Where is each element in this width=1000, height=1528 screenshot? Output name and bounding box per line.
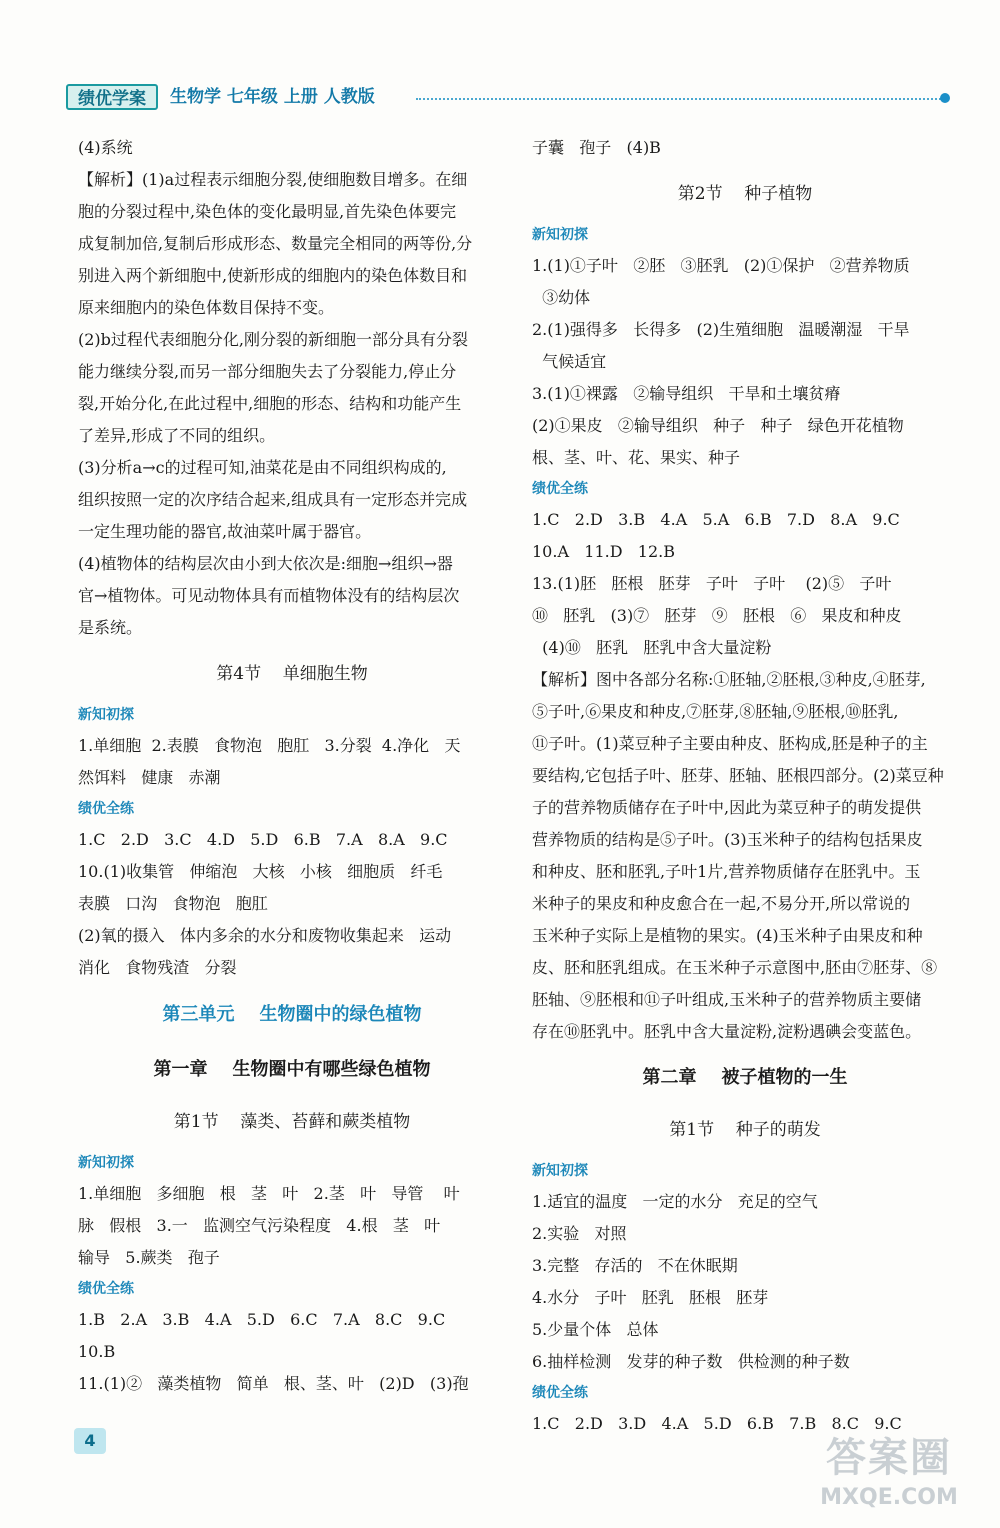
text-line: (2)①果皮 ②输导组织 种子 种子 绿色开花植物 [532,416,904,435]
section-tag: 新知初探 [532,227,588,243]
text-line: 子的营养物质储存在子叶中,因此为菜豆种子的萌发提供 [532,798,922,817]
text-line: 胚轴、⑨胚根和⑪子叶组成,玉米种子的营养物质主要储 [532,990,922,1009]
text-line: 一定生理功能的器官,故油菜叶属于器官。 [78,522,372,541]
text-line: 脉 假根 3.一 监测空气污染程度 4.根 茎 叶 [78,1216,441,1235]
text-line: 米种子的果皮和种皮愈合在一起,不易分开,所以常说的 [532,894,911,913]
section-tag: 新知初探 [78,707,134,723]
text-line: 6.抽样检测 发芽的种子数 供检测的种子数 [532,1352,850,1371]
text-line: 裂,开始分化,在此过程中,细胞的形态、结构和功能产生 [78,394,462,413]
text-line: 1.B 2.A 3.B 4.A 5.D 6.C 7.A 8.C 9.C [78,1310,446,1329]
text-line: (4)⑩ 胚乳 胚乳中含大量淀粉 [532,638,772,657]
text-line: 3.完整 存活的 不在休眠期 [532,1256,738,1275]
section-tag: 新知初探 [78,1155,134,1171]
text-line: 和种皮、胚和胚乳,子叶1片,营养物质储存在胚乳中。玉 [532,862,921,881]
text-line: 2.实验 对照 [532,1224,627,1243]
text-line: 输导 5.蕨类 孢子 [78,1248,220,1267]
header-dotted-rule [416,98,944,100]
brand-logo: 绩优学案 [66,84,158,110]
section-title: 第1节 种子的萌发 [669,1120,821,1140]
section-tag: 新知初探 [532,1163,588,1179]
text-line: 要结构,它包括子叶、胚芽、胚轴、胚根四部分。(2)菜豆种 [532,766,944,785]
text-line: 13.(1)胚 胚根 胚芽 子叶 子叶 (2)⑤ 子叶 [532,574,892,593]
text-line: 玉米种子实际上是植物的果实。(4)玉米种子由果皮和种 [532,926,923,945]
section-tag: 绩优全练 [78,801,134,817]
text-line: 【解析】图中各部分名称:①胚轴,②胚根,③种皮,④胚芽, [532,670,926,689]
text-line: 10.B [78,1342,116,1361]
text-line: 原来细胞内的染色体数目保持不变。 [78,298,335,317]
section-tag: 绩优全练 [532,1385,588,1401]
unit-title: 第三单元 生物圈中的绿色植物 [162,1004,422,1025]
text-line: 1.单细胞 2.表膜 食物泡 胞肛 3.分裂 4.净化 天 [78,736,461,755]
text-line: 组织按照一定的次序结合起来,组成具有一定形态并完成 [78,490,468,509]
text-line: 别进入两个新细胞中,使新形成的细胞内的染色体数目和 [78,266,468,285]
watermark [814,1432,964,1522]
chapter-title: 第二章 被子植物的一生 [642,1067,848,1088]
header-dot [940,93,950,103]
section-title: 第2节 种子植物 [677,184,813,204]
text-line: ③幼体 [532,288,591,307]
text-line: 营养物质的结构是⑤子叶。(3)玉米种子的结构包括果皮 [532,830,923,849]
text-line: 存在⑩胚乳中。胚乳中含大量淀粉,淀粉遇碘会变蓝色。 [532,1022,922,1041]
text-line: (4)植物体的结构层次由小到大依次是:细胞→组织→器 [78,554,453,573]
text-line: 1.C 2.D 3.D 4.A 5.D 6.B 7.B 8.C 9.C [532,1414,902,1433]
text-line: 然饵料 健康 赤潮 [78,768,221,787]
left-column [78,132,506,1400]
text-line: 是系统。 [78,618,143,637]
text-line: ⑤子叶,⑥果皮和种皮,⑦胚芽,⑧胚轴,⑨胚根,⑩胚乳, [532,702,899,721]
section-tag: 绩优全练 [532,481,588,497]
text-line: (3)分析a→c的过程可知,油菜花是由不同组织构成的, [78,458,447,477]
chapter-title: 第一章 生物圈中有哪些绿色植物 [153,1059,431,1080]
book-subtitle: 生物学 七年级 上册 人教版 [170,87,375,107]
text-line: 了差异,形成了不同的组织。 [78,426,276,445]
text-line: 4.水分 子叶 胚乳 胚根 胚芽 [532,1288,769,1307]
text-line: 1.单细胞 多细胞 根 茎 叶 2.茎 叶 导管 叶 [78,1184,460,1203]
text-line: 成复制加倍,复制后形成形态、数量完全相同的两等份,分 [78,234,473,253]
text-line: 3.(1)①裸露 ②输导组织 干旱和土壤贫瘠 [532,384,841,403]
text-line: 能力继续分裂,而另一部分细胞失去了分裂能力,停止分 [78,362,457,381]
text-line: 子囊 孢子 (4)B [532,138,661,157]
text-line: 2.(1)强得多 长得多 (2)生殖细胞 温暖潮湿 干旱 [532,320,910,339]
text-line: 1.C 2.D 3.B 4.A 5.A 6.B 7.D 8.A 9.C [532,510,900,529]
watermark-url: MXQE.COM [820,1485,958,1510]
section-title: 第4节 单细胞生物 [216,664,368,684]
text-line: 10.(1)收集管 伸缩泡 大核 小核 细胞质 纤毛 [78,862,443,881]
section-title: 第1节 藻类、苔藓和蕨类植物 [173,1112,411,1132]
text-line: 胞的分裂过程中,染色体的变化最明显,首先染色体要完 [78,202,457,221]
text-line: 官→植物体。可见动物体具有而植物体没有的结构层次 [78,586,460,605]
text-line: ⑪子叶。(1)菜豆种子主要由种皮、胚构成,胚是种子的主 [532,734,928,753]
text-line: ⑩ 胚乳 (3)⑦ 胚芽 ⑨ 胚根 ⑥ 果皮和种皮 [532,606,902,625]
text-line: 表膜 口沟 食物泡 胞肛 [78,894,268,913]
text-line: 【解析】(1)a过程表示细胞分裂,使细胞数目增多。在细 [78,170,468,189]
text-line: 10.A 11.D 12.B [532,542,675,561]
text-line: 气候适宜 [532,352,607,371]
watermark-logo: 答案圈 [826,1435,952,1481]
text-line: 根、茎、叶、花、果实、种子 [532,448,741,467]
text-line: 11.(1)② 藻类植物 简单 根、茎、叶 (2)D (3)孢 [78,1374,469,1393]
section-tag: 绩优全练 [78,1281,134,1297]
text-line: 皮、胚和胚乳组成。在玉米种子示意图中,胚由⑦胚芽、⑧ [532,958,938,977]
text-line: 1.适宜的温度 一定的水分 充足的空气 [532,1192,818,1211]
text-line: (2)b过程代表细胞分化,刚分裂的新细胞一部分具有分裂 [78,330,468,349]
text-line: 5.少量个体 总体 [532,1320,659,1339]
text-line: 1.C 2.D 3.C 4.D 5.D 6.B 7.A 8.A 9.C [78,830,448,849]
text-line: 消化 食物残渣 分裂 [78,958,237,977]
text-line: (2)氧的摄入 体内多余的水分和废物收集起来 运动 [78,926,452,945]
text-line: 1.(1)①子叶 ②胚 ③胚乳 (2)①保护 ②营养物质 [532,256,910,275]
page-header [66,84,956,112]
right-column [532,132,958,1440]
page-number: 4 [74,1428,106,1454]
text-line: (4)系统 [78,138,133,157]
